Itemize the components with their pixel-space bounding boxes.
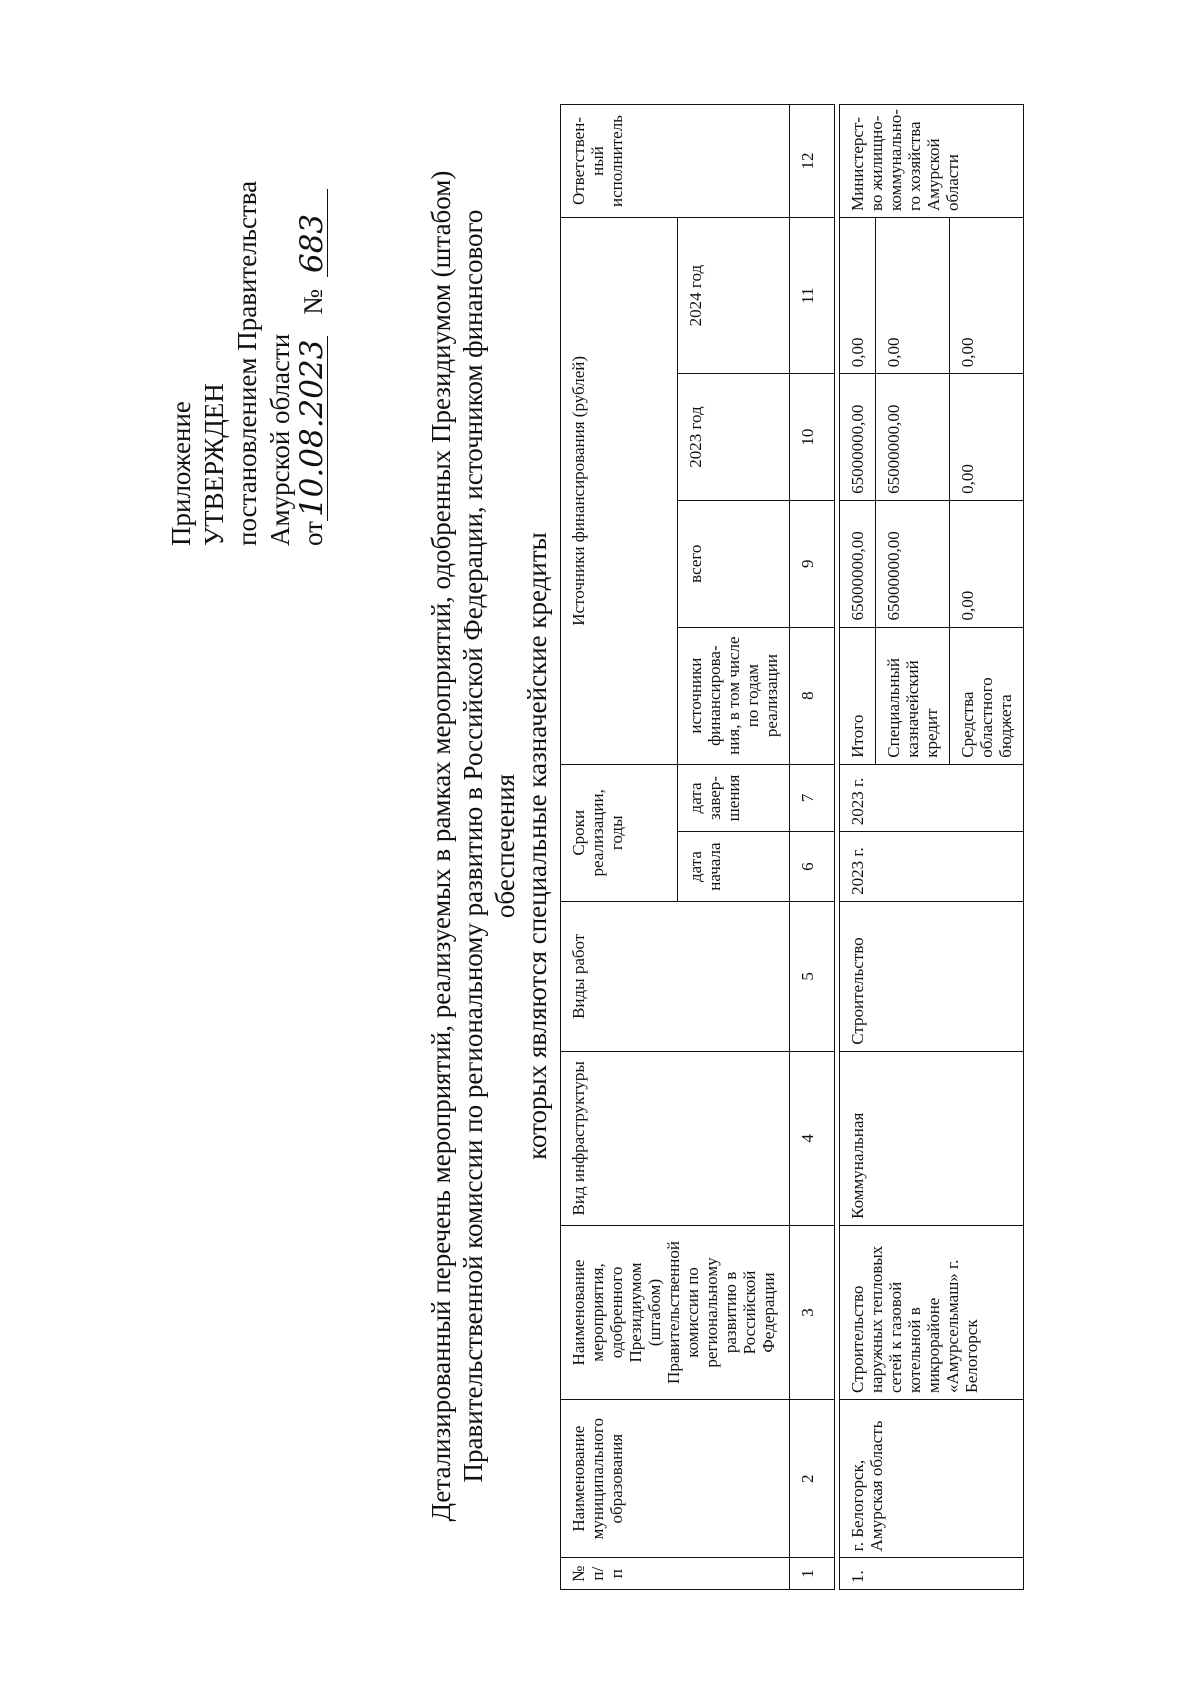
- source-2023: 0,00: [950, 374, 1024, 501]
- header-infrastructure: Вид инфраструктуры: [561, 1051, 790, 1225]
- source-name: Средства областного бюджета: [950, 627, 1024, 764]
- header-2023: 2023 год: [678, 374, 790, 501]
- column-number: 3: [790, 1225, 835, 1399]
- row-event: Строительство наружных тепловых сетей к газовой котельной в микрорайоне «Амурсельмаш» г. Белогорск: [840, 1225, 1024, 1399]
- row-work-type: Строительство: [840, 901, 1024, 1051]
- source-total: 65000000,00: [840, 500, 876, 627]
- column-number: 12: [790, 105, 835, 218]
- column-number: 7: [790, 764, 835, 832]
- column-number: 8: [790, 627, 835, 764]
- header-start-date: дата начала: [678, 832, 790, 902]
- source-total: 0,00: [950, 500, 1024, 627]
- column-number: 5: [790, 901, 835, 1051]
- column-number: 11: [790, 218, 835, 374]
- approval-number-label: №: [298, 289, 328, 315]
- approval-resolution: постановлением Правительства: [232, 180, 262, 546]
- row-end-date: 2023 г.: [840, 764, 1024, 832]
- column-number: 6: [790, 832, 835, 902]
- row-num: 1.: [840, 1558, 1024, 1590]
- row-responsible: Министерст-во жилищно-коммунально-го хозяйства Амурской области: [840, 105, 1024, 218]
- source-2023: 65000000,00: [840, 374, 876, 501]
- header-2024: 2024 год: [678, 218, 790, 374]
- source-2023: 65000000,00: [876, 374, 950, 501]
- table-row: [840, 105, 876, 1590]
- column-number: 2: [790, 1400, 835, 1558]
- approval-approved: УТВЕРЖДЕН: [199, 383, 229, 546]
- header-work-types: Виды работ: [561, 901, 790, 1051]
- column-number: 10: [790, 374, 835, 501]
- approval-appendix: Приложение: [166, 401, 196, 546]
- column-number: 4: [790, 1051, 835, 1225]
- header-event: Наименование мероприятия, одобренного Президиумом (штабом) Правительственной комиссии по региональному развитию в Российской Федерации: [561, 1225, 790, 1399]
- source-name: Итого: [840, 627, 876, 764]
- header-financing-group: Источники финансирования (рублей): [561, 218, 678, 765]
- row-municipality: г. Белогорск, Амурская область: [840, 1400, 1024, 1558]
- column-number: 1: [790, 1558, 835, 1590]
- title-line-2: Правительственной комиссии по региональному развитию в Российской Федерации, источником финансового обеспечения: [458, 209, 520, 1483]
- approval-date: 10.08.2023: [297, 336, 328, 522]
- header-num: № п/п: [561, 1558, 790, 1590]
- approval-from-label: от: [298, 521, 328, 546]
- header-end-date: дата завер-шения: [678, 764, 790, 832]
- approval-region: Амурской области: [265, 333, 295, 546]
- row-infrastructure: Коммунальная: [840, 1051, 1024, 1225]
- header-municipality: Наименование муниципального образования: [561, 1400, 790, 1558]
- title-line-1: Детализированный перечень мероприятий, реализуемых в рамках мероприятий, одобренных Президиумом (штабом): [426, 170, 456, 1522]
- header-dates-group: Сроки реализации, годы: [561, 764, 678, 901]
- header-sources: источники финансирова-ния, в том числе по годам реализации: [678, 627, 790, 764]
- approval-number: 683: [297, 189, 328, 277]
- row-start-date: 2023 г.: [840, 832, 1024, 902]
- header-total: всего: [678, 500, 790, 627]
- approval-date-line: [294, 86, 330, 546]
- source-2024: 0,00: [950, 218, 1024, 374]
- source-2024: 0,00: [876, 218, 950, 374]
- title-line-3: которых являются специальные казначейские кредиты: [522, 532, 552, 1160]
- source-total: 65000000,00: [876, 500, 950, 627]
- approval-block: [165, 86, 330, 546]
- source-2024: 0,00: [840, 218, 876, 374]
- source-name: Специальный казначейский кредит: [876, 627, 950, 764]
- header-responsible: Ответствен-ный исполнитель: [561, 105, 790, 218]
- column-number-row: [790, 105, 835, 1590]
- document-title: [425, 136, 553, 1556]
- column-number: 9: [790, 500, 835, 627]
- measures-table: [560, 104, 1024, 1590]
